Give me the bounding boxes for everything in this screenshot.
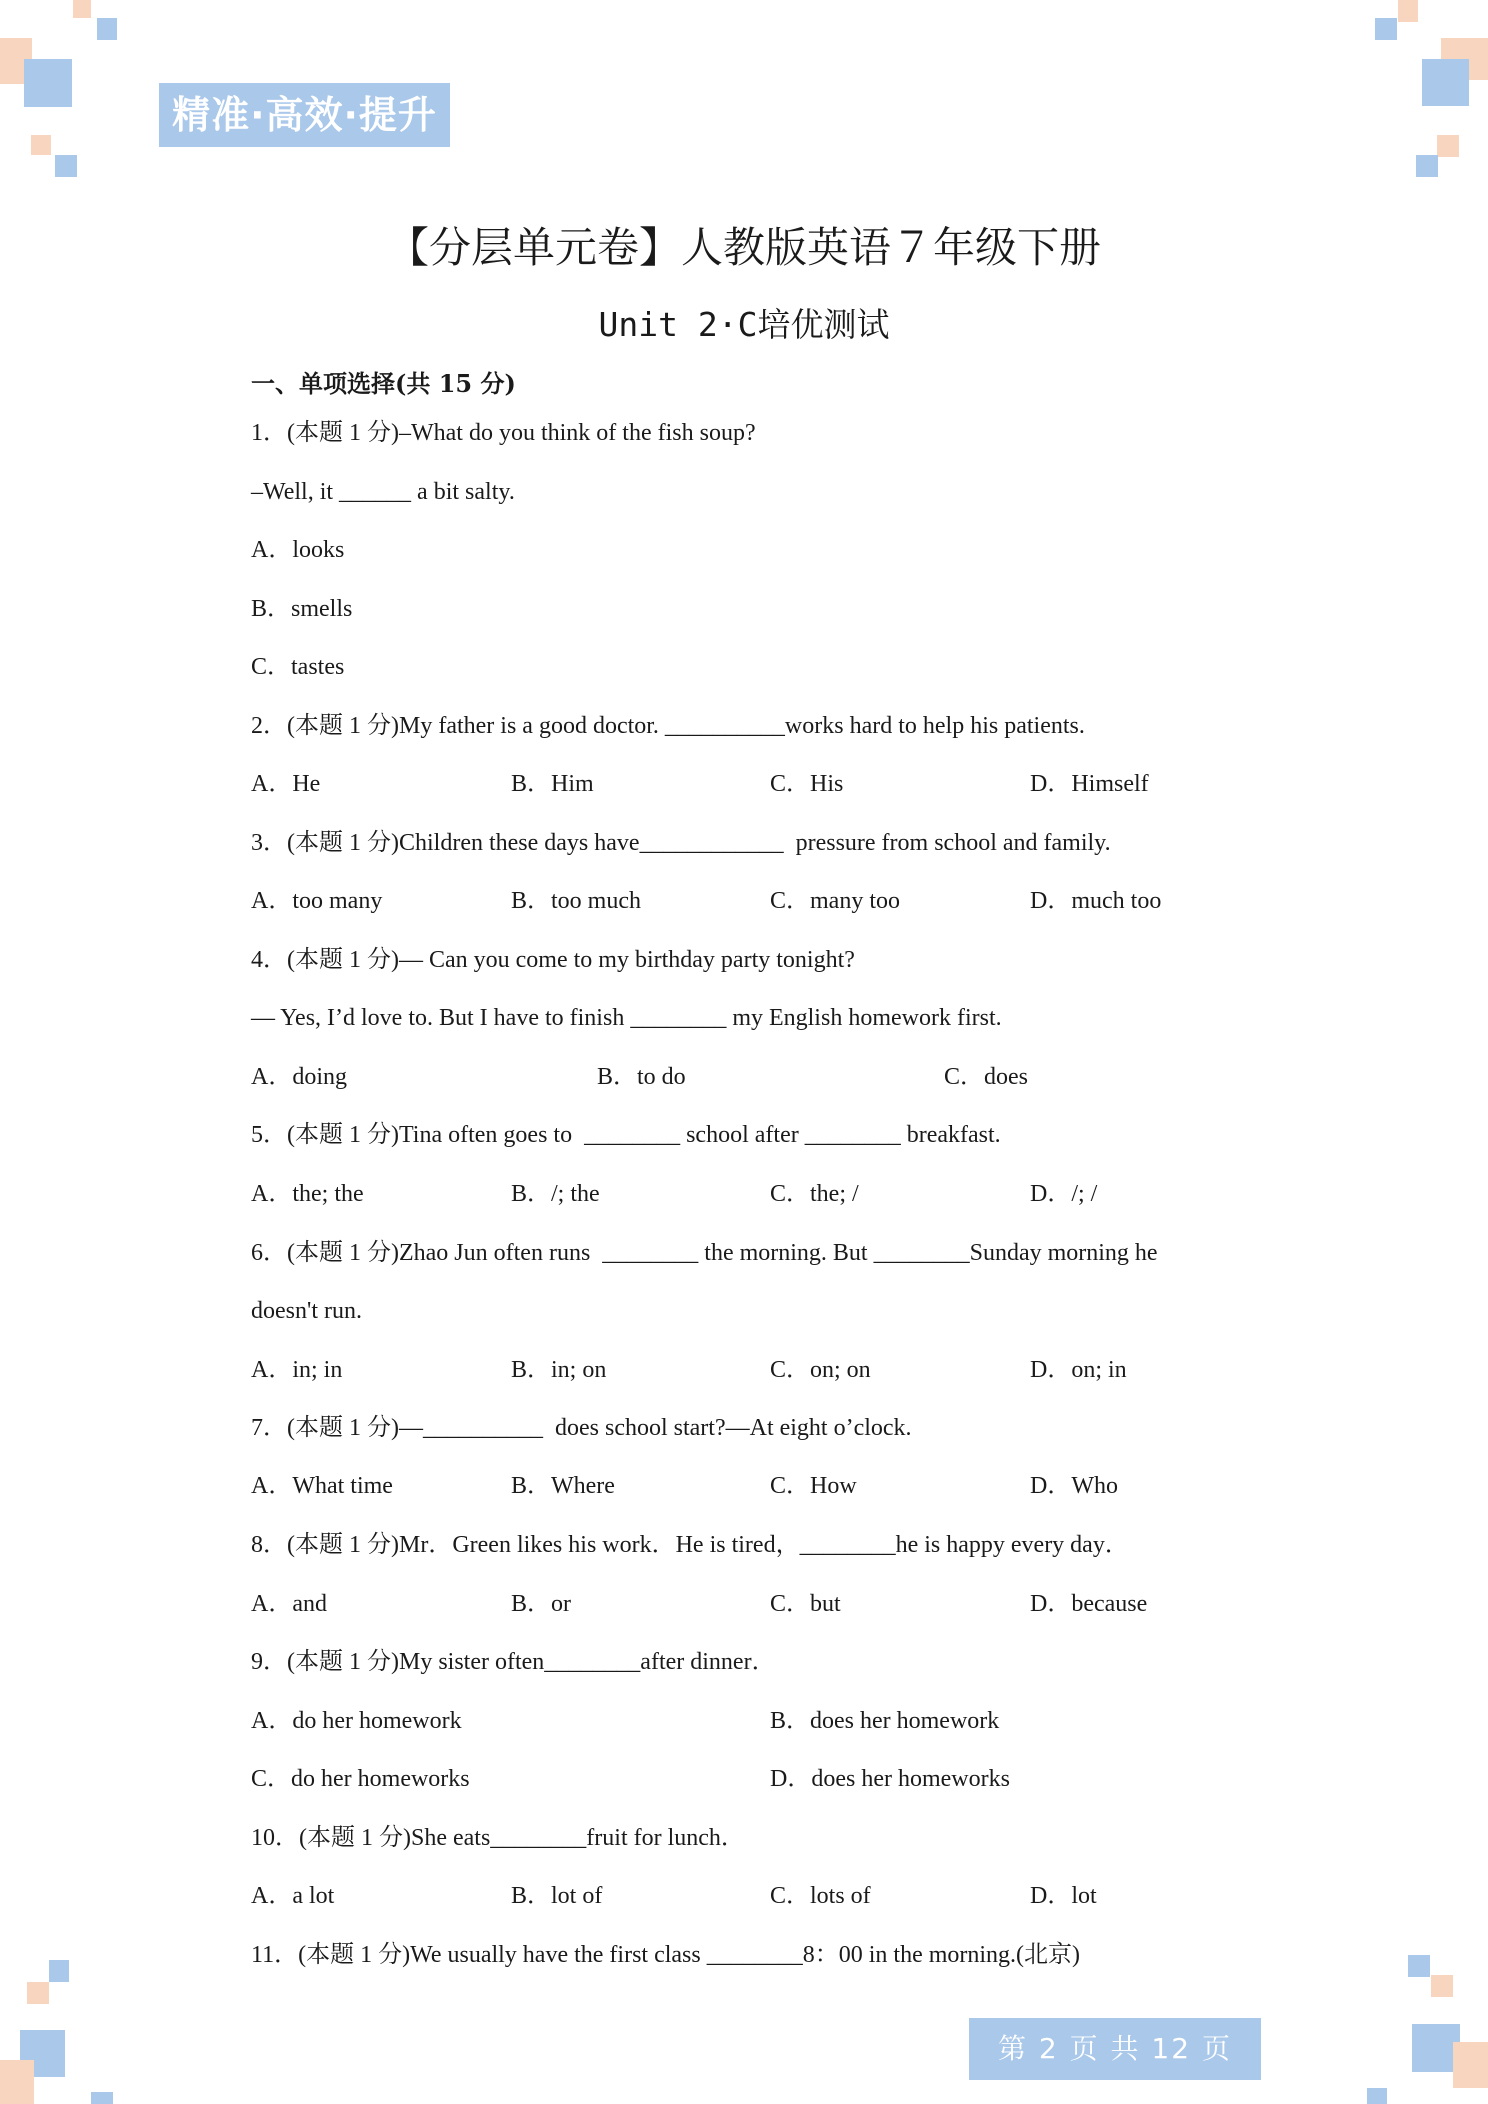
option-a[interactable]: A．a lot: [251, 1883, 335, 1909]
option-b[interactable]: B．Where: [511, 1473, 615, 1499]
question-text: 7．(本题 1 分)—__________ does school start?—At eight o’clock.: [251, 1415, 912, 1441]
option-c[interactable]: C．How: [770, 1473, 857, 1499]
option-b[interactable]: B．too much: [511, 888, 641, 914]
option-d[interactable]: D．Himself: [1030, 771, 1149, 797]
option-c[interactable]: C．but: [770, 1591, 841, 1617]
page-title: 【分层单元卷】人教版英语７年级下册: [386, 223, 1101, 272]
section-heading: 一、单项选择(共 15 分): [251, 369, 516, 398]
page-subtitle: Unit 2·C培优测试: [598, 305, 890, 344]
question-text: 3．(本题 1 分)Children these days have____________ pressure from school and family.: [251, 830, 1111, 856]
option-a[interactable]: A．in; in: [251, 1357, 343, 1383]
option-c[interactable]: C．lots of: [770, 1883, 871, 1909]
option-a[interactable]: A．looks: [251, 537, 345, 563]
option-b[interactable]: B．Him: [511, 771, 594, 797]
option-c[interactable]: C．many too: [770, 888, 900, 914]
question-text: doesn't run.: [251, 1298, 362, 1324]
option-b[interactable]: B．lot of: [511, 1883, 603, 1909]
question-text: 10．(本题 1 分)She eats________fruit for lunch．: [251, 1825, 745, 1851]
option-d[interactable]: D．lot: [1030, 1883, 1097, 1909]
option-c[interactable]: C．tastes: [251, 654, 345, 680]
question-text: 5．(本题 1 分)Tina often goes to ________ school after ________ breakfast.: [251, 1122, 1001, 1148]
option-b[interactable]: B．or: [511, 1591, 571, 1617]
option-d[interactable]: D．on; in: [1030, 1357, 1127, 1383]
option-d[interactable]: D．does her homeworks: [770, 1766, 1010, 1792]
option-b[interactable]: B．to do: [597, 1064, 686, 1090]
question-text: –Well, it ______ a bit salty.: [251, 479, 515, 505]
option-b[interactable]: B．in; on: [511, 1357, 607, 1383]
option-c[interactable]: C．do her homeworks: [251, 1766, 470, 1792]
option-d[interactable]: D．much too: [1030, 888, 1162, 914]
option-b[interactable]: B．/; the: [511, 1181, 600, 1207]
option-c[interactable]: C．His: [770, 771, 844, 797]
question-text: 8．(本题 1 分)Mr．Green likes his work．He is tired，________he is happy every day．: [251, 1532, 1129, 1558]
option-c[interactable]: C．does: [944, 1064, 1028, 1090]
option-a[interactable]: A．doing: [251, 1064, 347, 1090]
option-d[interactable]: D．/; /: [1030, 1181, 1098, 1207]
brand-banner: 精准·高效·提升: [159, 83, 450, 147]
question-text: — Yes, I’d love to. But I have to finish ________ my English homework first.: [251, 1005, 1002, 1031]
question-text: 9．(本题 1 分)My sister often________after dinner．: [251, 1649, 776, 1675]
option-a[interactable]: A．and: [251, 1591, 327, 1617]
question-text: 1．(本题 1 分)–What do you think of the fish soup?: [251, 420, 756, 446]
question-text: 2．(本题 1 分)My father is a good doctor. __________works hard to help his patients.: [251, 713, 1085, 739]
question-text: 6．(本题 1 分)Zhao Jun often runs ________ the morning. But ________Sunday morning he: [251, 1240, 1158, 1266]
option-a[interactable]: A．What time: [251, 1473, 393, 1499]
page-number-footer: 第 2 页 共 12 页: [969, 2018, 1261, 2080]
option-c[interactable]: C．on; on: [770, 1357, 871, 1383]
option-a[interactable]: A．do her homework: [251, 1708, 462, 1734]
option-c[interactable]: C．the; /: [770, 1181, 859, 1207]
option-a[interactable]: A．too many: [251, 888, 383, 914]
option-d[interactable]: D．because: [1030, 1591, 1148, 1617]
option-a[interactable]: A．the; the: [251, 1181, 364, 1207]
option-d[interactable]: D．Who: [1030, 1473, 1118, 1499]
option-b[interactable]: B．does her homework: [770, 1708, 1000, 1734]
option-b[interactable]: B．smells: [251, 596, 353, 622]
question-text: 4．(本题 1 分)— Can you come to my birthday party tonight?: [251, 947, 855, 973]
option-a[interactable]: A．He: [251, 771, 321, 797]
question-text: 11．(本题 1 分)We usually have the first class ________8：00 in the morning.(北京): [251, 1942, 1081, 1968]
